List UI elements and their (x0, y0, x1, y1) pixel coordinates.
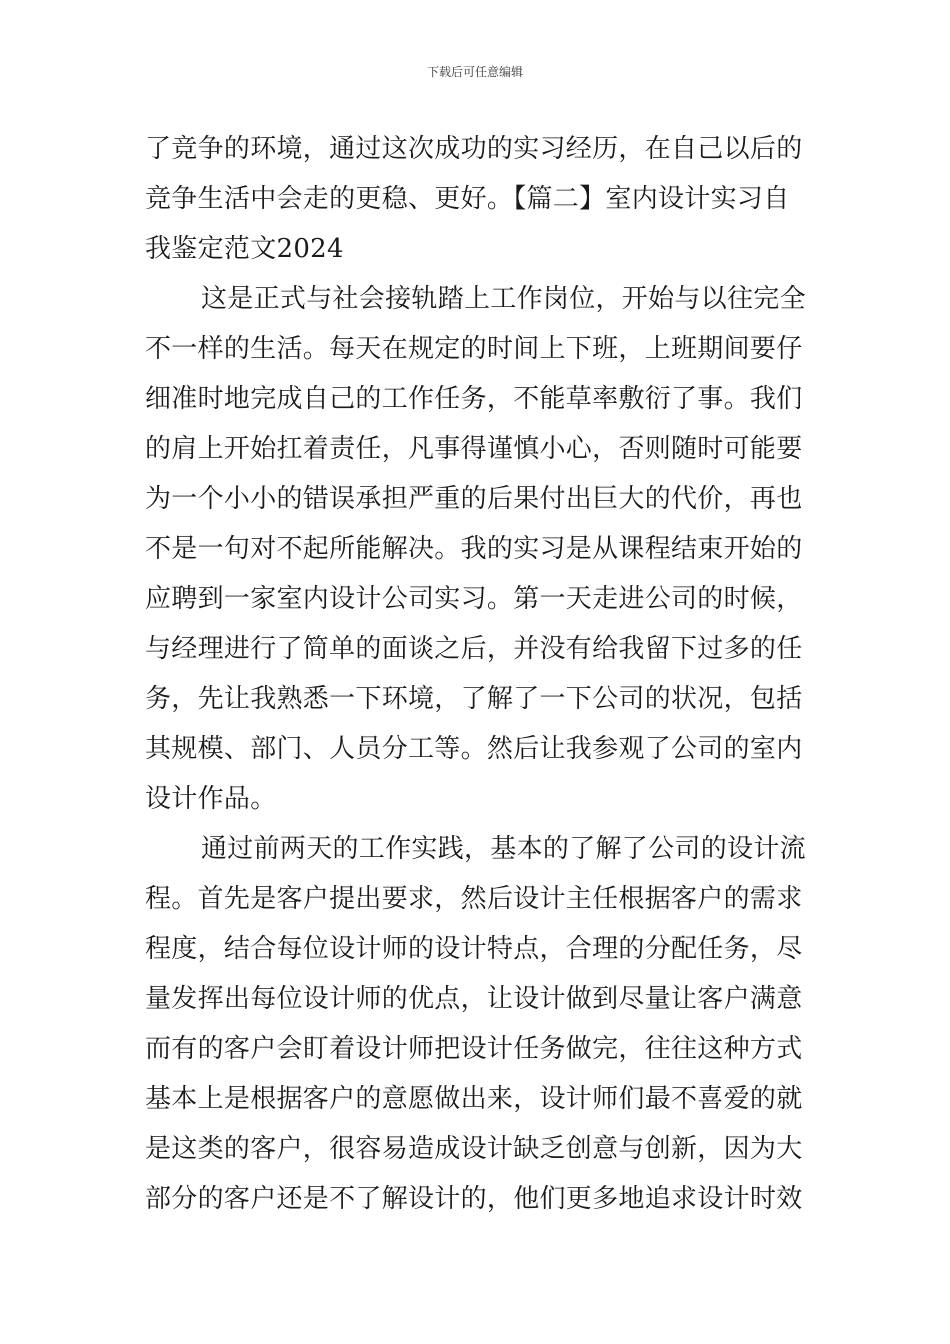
text-line: 与经理进行了简单的面谈之后，并没有给我留下过多的任 (145, 634, 803, 664)
text-line: 务，先让我熟悉一下环境，了解了一下公司的状况，包括 (145, 684, 803, 714)
text-line: 不是一句对不起所能解决。我的实习是从课程结束开始的 (145, 534, 803, 564)
text-line: 部分的客户还是不了解设计的，他们更多地追求设计时效 (145, 1184, 803, 1214)
paragraph (145, 124, 807, 274)
text-line: 了竞争的环境，通过这次成功的实习经历，在自己以后的 (145, 134, 803, 164)
text-line: 这是正式与社会接轨踏上工作岗位，开始与以往完全 (201, 284, 806, 314)
paragraph (145, 824, 807, 1224)
paragraph (145, 274, 807, 824)
text-line: 的肩上开始扛着责任，凡事得谨慎小心，否则随时可能要 (145, 434, 803, 464)
text-line: 基本上是根据客户的意愿做出来，设计师们最不喜爱的就 (145, 1084, 803, 1114)
document-body (145, 124, 807, 1224)
text-line: 是这类的客户，很容易造成设计缺乏创意与创新，因为大 (145, 1134, 803, 1164)
text-line: 竞争生活中会走的更稳、更好。【篇二】室内设计实习自 (145, 184, 790, 214)
page-header: 下载后可任意编辑 (426, 65, 523, 79)
text-line: 我鉴定范文2024 (145, 234, 344, 264)
text-line: 程。首先是客户提出要求，然后设计主任根据客户的需求 (145, 884, 803, 914)
text-line: 程度，结合每位设计师的设计特点，合理的分配任务，尽 (145, 934, 803, 964)
text-line: 通过前两天的工作实践，基本的了解了公司的设计流 (201, 834, 806, 864)
text-line: 细准时地完成自己的工作任务，不能草率敷衍了事。我们 (145, 384, 803, 414)
text-line: 不一样的生活。每天在规定的时间上下班，上班期间要仔 (145, 334, 803, 364)
text-line: 而有的客户会盯着设计师把设计任务做完，往往这种方式 (145, 1034, 803, 1064)
text-line: 设计作品。 (145, 784, 277, 814)
text-line: 其规模、部门、人员分工等。然后让我参观了公司的室内 (145, 734, 803, 764)
text-line: 应聘到一家室内设计公司实习。第一天走进公司的时候， (145, 584, 803, 614)
text-line: 为一个小小的错误承担严重的后果付出巨大的代价，再也 (145, 484, 803, 514)
text-line: 量发挥出每位设计师的优点，让设计做到尽量让客户满意 (145, 984, 803, 1014)
